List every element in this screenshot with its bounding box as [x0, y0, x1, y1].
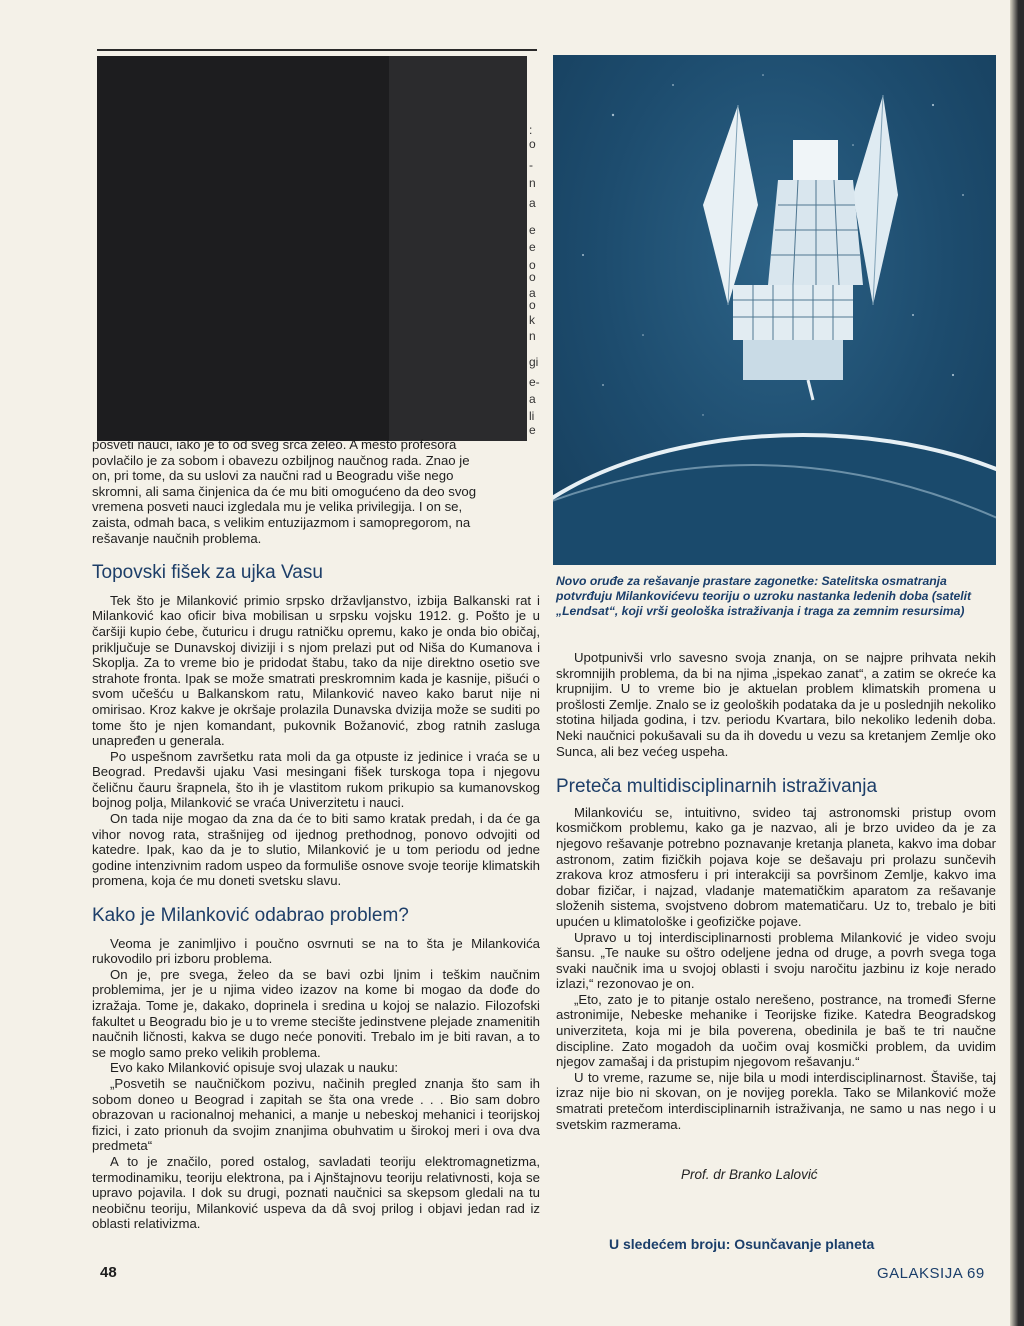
- paragraph: Evo kako Milanković opisuje svoj ulazak u nauku:: [110, 1060, 399, 1076]
- satellite-photo: [553, 55, 996, 565]
- stray-letter: e: [529, 423, 536, 437]
- paragraph: A to je značilo, pored ostalog, savladati teoriju elektromagnetizma, termodinamiku, teoriju elektrona, pa i Ajnštajnovu teoriju relativnosti, koja se upravo pojavila. I dok su drugi, poznati naučnici sa skepsom gledali na tu neobičnu teoriju, Milanković uspeva da dâ svoj prilog i objavi jedan rad iz oblasti relativizma.: [92, 1153, 540, 1232]
- stray-letter: o: [529, 270, 536, 284]
- intro-line: skromni, ali sama činjenica da će mu biti omogućeno da deo svog: [92, 483, 477, 499]
- stray-letter: a: [529, 392, 536, 406]
- page-edge: [1010, 0, 1024, 1326]
- author-signature: Prof. dr Branko Lalović: [681, 1167, 818, 1182]
- photo-caption: Novo oruđe za rešavanje prastare zagonetke: Satelitska osmatranja potvrđuju Milankovićevu teoriju o uzroku nastanka ledenih doba (satelit „Lendsat“, koji vrši geološka istraživanja i traga za zemnim resursima): [556, 574, 972, 618]
- right-column: [556, 650, 996, 1132]
- paragraph: On je, pre svega, želeo da se bavi ozbi ljnim i teškim naučnim problemima, jer je u njima video izazov na kome bi mogao da dođe do izražaja. Tome je, dakako, doprinela i sredina u kojoj se nalazio. Filozofski fakultet u Beogradu bio je u to vreme stecište jedinstvene plejade znamenitih naučnih ličnosti, kakva se dugo neće ponoviti. Trebalo im je biti ravan, a to se moglo samo preko velikih problema.: [92, 966, 540, 1060]
- stray-letter: a: [529, 286, 536, 300]
- paragraph: Milankoviću se, intuitivno, svideo taj astronomski pristup ovom kosmičkom problemu, kako ga je nazvao, ali je brzo uvideo da je za njegovo rešavanje potrebno poznavanje kretanja planeta, kakvo ima dobar astronom, zatim fizičkih pojava koje se dešavaju pri prolazu sunčevih zrakova kroz atmosferu i pri interakciji sa površinom Zemlje, kakvo ima dobar fizičar, i najzad, vladanje matematičkim aparatom za rešavanje složenih sistema, svojstveno dobrom matematičaru. Uz to, trebalo je biti upućen u klimatološke i geofizičke pojave.: [556, 804, 996, 929]
- intro-line: zaista, odmah baca, s velikim entuzijazmom i samopregorom, na: [92, 514, 471, 530]
- heading-preteca: Preteča multidisciplinarnih istraživanja: [556, 776, 878, 798]
- stray-letter: e: [529, 240, 536, 254]
- stray-letter: e: [529, 223, 536, 237]
- paragraph: U to vreme, razume se, nije bila u modi interdisciplinarnost. Štaviše, taj izraz nije bio ni skovan, on je novijeg porekla. Tako se Milanković može smatrati pretečom interdisciplinarnih istraživanja, ne samo u nas nego i u svetskim razmerama.: [556, 1069, 996, 1132]
- stray-letter: -: [529, 158, 533, 172]
- redacted-fold: [389, 56, 527, 441]
- kako-section: [92, 936, 540, 1232]
- stray-letter: o: [529, 258, 536, 272]
- preteca-section: [556, 805, 996, 1132]
- stray-letter: a: [529, 196, 536, 210]
- stray-letter: o: [529, 298, 536, 312]
- stray-letter: o: [529, 137, 536, 151]
- stray-letter: li: [529, 409, 535, 423]
- paragraph: Tek što je Milanković primio srpsko državljanstvo, izbija Balkanski rat i Milanković kao oficir biva mobilisan u srpsku vojsku 1912. g. Pošto je u čaršiji kupio ćebe, čuturicu i drugu ratničku opremu, kako je onda bio običaj, priključuje se Dunavskoj diviziji i s njom prelazi put od Niša do Kumanova i Skoplja. Za to vreme bio je pridodat štabu, tako da nije direktno osetio sve strahote fronta. Ipak se može smatrati preskromnim kada je kasnije, pišući o svom učešću u Balkanskom ratu, Milanković naveo kako barut nije ni omirisao. Kroz kakve je okršaje prolazila Dunavska dvizija može se suditi po tome što je njen komandant, pukovnik Božanović, zbog ratnih zasluga unapređen u generala.: [92, 592, 540, 749]
- paragraph: Upotpunivši vrlo savesno svoja znanja, on se najpre prihvata nekih skromnijih problema, da bi na njima „ispekao zanat“, a zatim se okreće ka krupnijim. U to vreme bio je aktuelan problem klimatskih promena u prošlosti Zemlje. Znalo se iz geoloških podataka da je u poslednjih nekoliko stotina hiljada godina, i tzv. periodu Kvartara, bilo nekoliko ledenih doba. Neki naučnici pokušavali su da ih dovedu u vezu sa kretanjem Zemlje oko Sunca, ali bez većeg uspeha.: [556, 650, 996, 759]
- topovski-section: [92, 593, 540, 889]
- intro-line: on, pri tome, da su uslovi za naučni rad u Beogradu više nego: [92, 468, 454, 484]
- intro-line: vremena posveti nauci izgledala mu je velika privilegija. I on se,: [92, 499, 463, 515]
- quote-paragraph: „Posvetih se naučničkom pozivu, načinih pregled znanja što sam ih sobom doneo u Beograd i zapitah se šta ona vrede . . . Bio sam dobro obrazovan u racionalnoj mehanici, a manje u nebeskoj mehanici i teorijskoj fizici, i zato prionuh da svojim znanjima obuhvatim u širokoj meri i ova dva predmeta“: [92, 1075, 540, 1154]
- paragraph: Veoma je zanimljivo i poučno osvrnuti se na to šta je Milankovića rukovodilo pri izboru problema.: [92, 935, 540, 967]
- heading-kako: Kako je Milanković odabrao problem?: [92, 905, 409, 927]
- stray-letter: k: [529, 313, 535, 327]
- stray-letter: n: [529, 329, 536, 343]
- paragraph: On tada nije mogao da zna da će to biti samo kratak predah, i da će ga vihor novog rata, strašnijeg od ijednog prethodnog, ponovo odvojiti od katedre. Ipak, kao da je to slutio, Milanković je u tom periodu od jedne godine intenzivnim radom uspeo da formuliše osnove svoje teorije klimatskih promena, koja će mu doneti svetsku slavu.: [92, 811, 540, 889]
- stray-letter: n: [529, 176, 536, 190]
- paragraph: Po uspešnom završetku rata moli da ga otpuste iz jedinice i vraća se u Beograd. Predavši ujaku Vasi mesingani fišek turskoga topa i njegovu čeličnu čauru šrapnela, što ih je vlastitom rukom prikupio sa kumanovskog bojnog polja, Milanković se vraća Univerzitetu i nauci.: [92, 748, 540, 811]
- stray-letter: gi: [529, 355, 539, 369]
- redacted-block: [97, 56, 527, 441]
- heading-topovski: Topovski fišek za ujka Vasu: [92, 562, 323, 584]
- stray-letter: :: [529, 123, 533, 137]
- page-number-right: GALAKSIJA 69: [877, 1265, 985, 1282]
- left-column: [92, 437, 540, 1232]
- intro-line: rešavanje naučnih problema.: [92, 530, 262, 546]
- stray-letter: e-: [529, 375, 540, 389]
- intro-text: [92, 437, 540, 546]
- paragraph: Upravo u toj interdisciplinarnosti problema Milanković je video svoju šansu. „Te nauke su oštro odeljene jedna od druge, a povrh svega toga svaki naučnik ima u svojoj oblasti i svoju naročitu jazbinu iz koje nerado izlazi,“ rezonovao je on.: [556, 929, 996, 992]
- intro-line: povlačilo je za sobom i obavezu ozbiljnog naučnog rada. Znao je: [92, 452, 470, 468]
- intro-line: posveti nauci, iako je to od sveg srca želeo. A mesto profesora: [92, 437, 457, 452]
- top-rule: [97, 49, 537, 51]
- page-number-left: 48: [100, 1264, 117, 1281]
- quote-paragraph: „Eto, zato je to pitanje ostalo nerešeno, postrance, na tromeđi Sferne astronimije, Nebeske mehanike i Teorijske fizike. Katedra Beogradskog univerziteta, koja mi je bila poverena, obedinila je baš te tri naučne discipline. Zato mogadoh da uočim ovaj kosmički problem, da uvidim njegov zamašaj i da pristupim njegovom rešavanju.“: [556, 991, 996, 1070]
- satellite-illustration: [553, 55, 996, 565]
- next-issue-note: U sledećem broju: Osunčavanje planeta: [609, 1236, 875, 1252]
